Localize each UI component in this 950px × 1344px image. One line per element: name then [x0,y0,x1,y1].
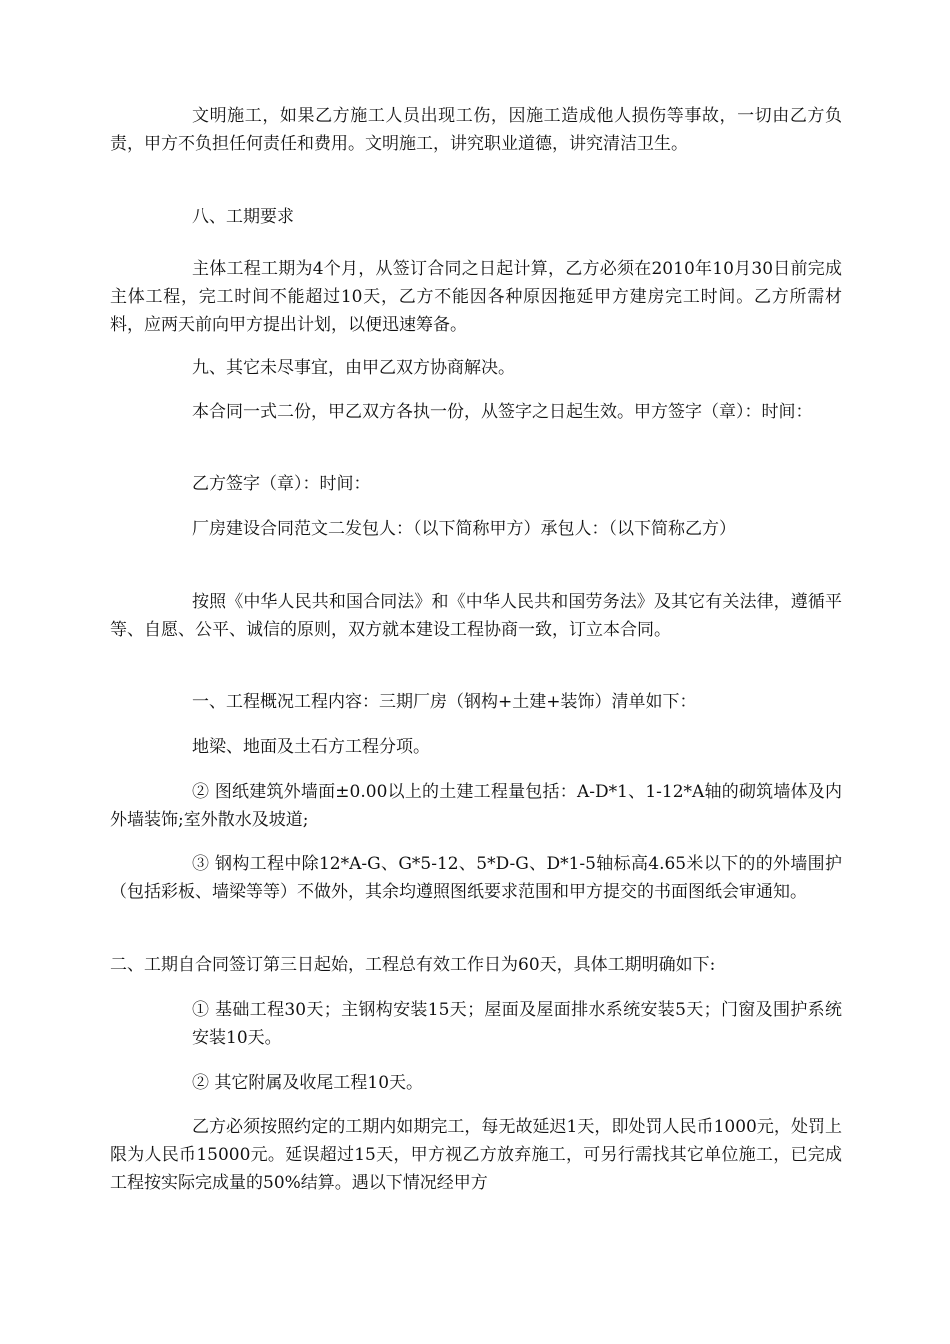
paragraph-contract-copies: 本合同一式二份，甲乙双方各执一份，从签字之日起生效。甲方签字（章）：时间： [192,402,813,422]
paragraph-delay-penalty: 乙方必须按照约定的工期内如期完工，每无故延迟1天，即处罚人民币1000元，处罚上限为人民币15000元。延误超过15天，甲方视乙方放弃施工，可另行需找其它单位施工，已完成工程按实际完成量的50%结算。遇以下情况经甲方 [110,1117,842,1193]
paragraph-schedule-item-two: ② 其它附属及收尾工程10天。 [192,1073,424,1093]
paragraph-contract-sample-two: 厂房建设合同范文二发包人：（以下简称甲方）承包人：（以下简称乙方） [192,519,736,539]
paragraph-item-two-civil-works: ② 图纸建筑外墙面±0.00以上的土建工程量包括：A-D*1、1-12*A轴的砌筑墙体及内外墙装饰;室外散水及坡道; [110,782,842,830]
paragraph-other-matters: 九、其它未尽事宜，由甲乙双方协商解决。 [192,358,515,378]
heading-schedule-requirements: 八、工期要求 [192,207,294,227]
paragraph-ground-beams: 地梁、地面及土石方工程分项。 [192,737,430,757]
paragraph-item-three-steel-works: ③ 钢构工程中除12*A-G、G*5-12、5*D-G、D*1-5轴标高4.65米以下的的外墙围护（包括彩板、墙梁等等）不做外，其余均遵照图纸要求范围和甲方提交的书面图纸会审通知。 [110,854,842,902]
paragraph-legal-basis: 按照《中华人民共和国合同法》和《中华人民共和国劳务法》及其它有关法律，遵循平等、自愿、公平、诚信的原则，双方就本建设工程协商一致，订立本合同。 [110,592,842,640]
paragraph-civilized-construction: 文明施工，如果乙方施工人员出现工伤，因施工造成他人损伤等事故，一切由乙方负责，甲方不负担任何责任和费用。文明施工，讲究职业道德，讲究清洁卫生。 [110,106,842,154]
paragraph-party-b-signature: 乙方签字（章）：时间： [192,474,371,494]
paragraph-schedule-item-one: ① 基础工程30天；主钢构安装15天；屋面及屋面排水系统安装5天；门窗及围护系统安装10天。 [192,1000,842,1048]
paragraph-main-construction-period: 主体工程工期为4个月，从签订合同之日起计算，乙方必须在2010年10月30日前完成主体工程，完工时间不能超过10天，乙方不能因各种原因拖延甲方建房完工时间。乙方所需材料，应两天前向甲方提出计划，以便迅速筹备。 [110,259,842,335]
paragraph-project-overview: 一、工程概况工程内容：三期厂房（钢构+土建+装饰）清单如下： [192,692,697,712]
paragraph-schedule-start: 二、工期自合同签订第三日起始，工程总有效工作日为60天，具体工期明确如下: [110,955,716,975]
